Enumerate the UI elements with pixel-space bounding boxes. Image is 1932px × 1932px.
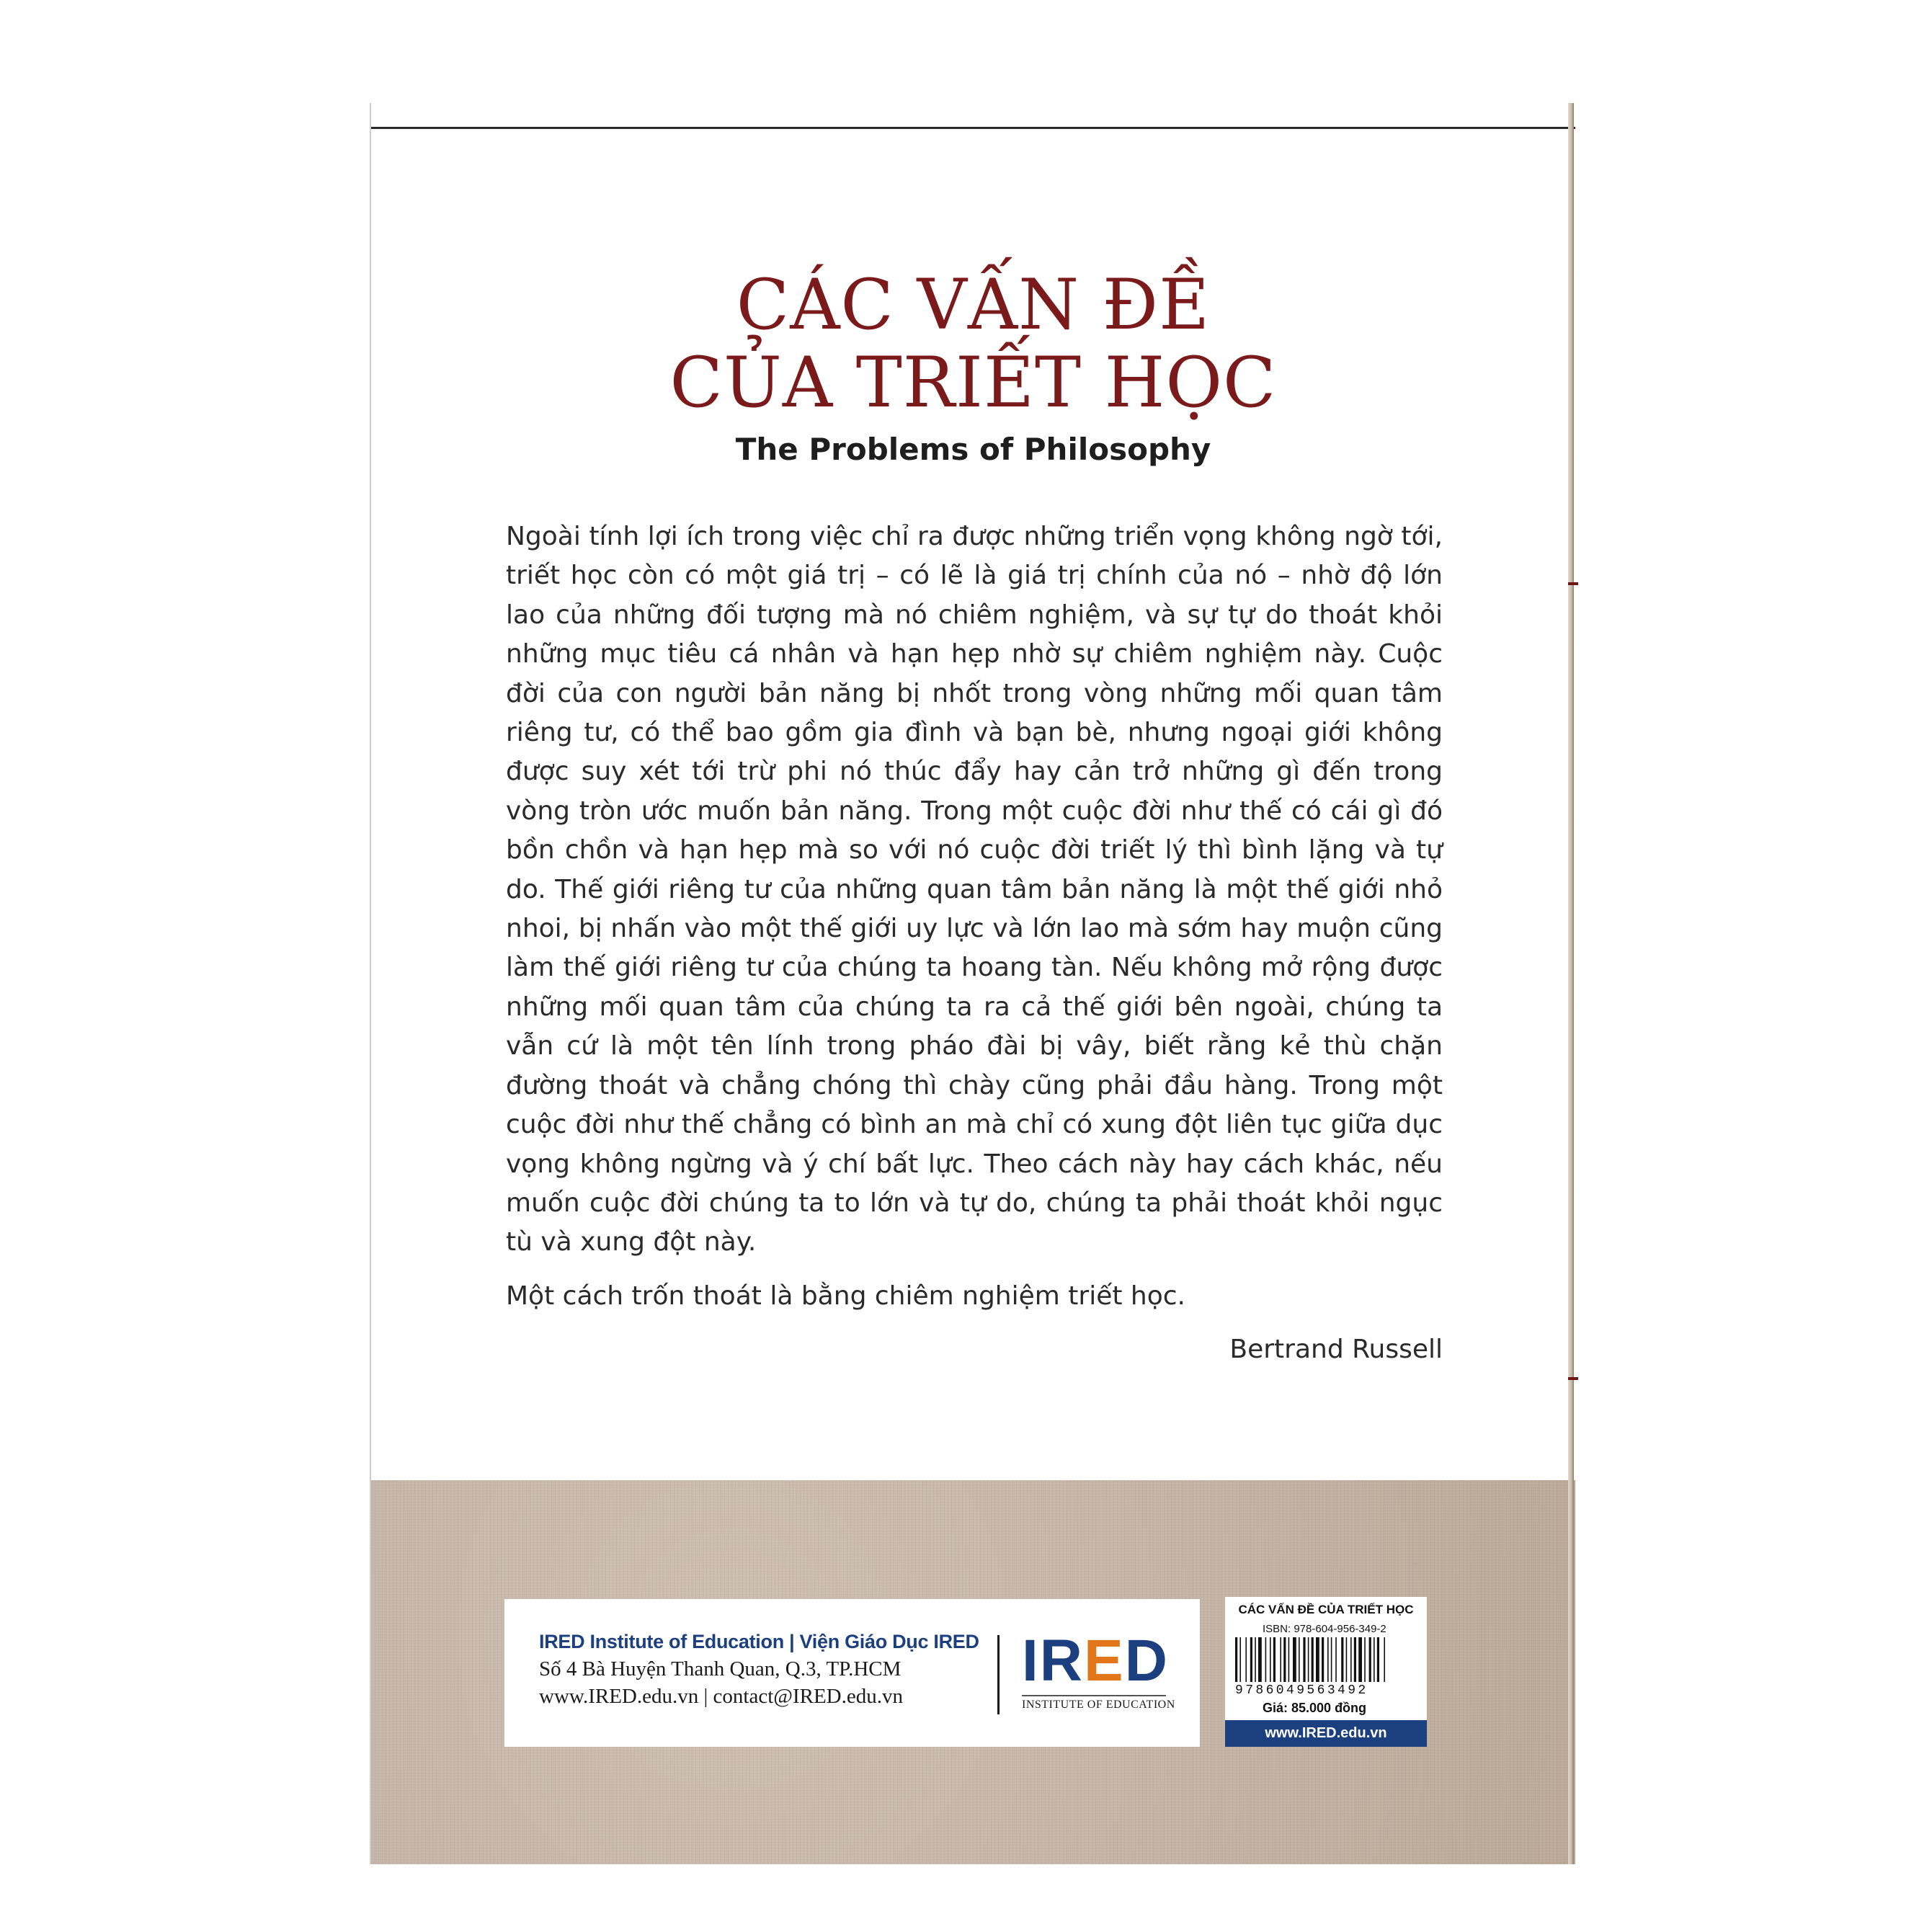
title-line-2: CỦA TRIẾT HỌC [669,342,1277,423]
logo-letter-accent: E [1084,1628,1125,1693]
ired-logo [1022,1628,1175,1712]
top-rule [371,127,1575,129]
isbn-number: ISBN: 978-604-956-349-2 [1263,1623,1386,1635]
publisher-info [539,1628,979,1710]
spine-mark [1568,1377,1578,1380]
publisher-name: IRED Institute of Education | Viện Giáo Dục IRED [539,1631,979,1652]
logo-letter: R [1039,1628,1085,1693]
spine-mark [1568,582,1578,585]
cloth-texture-band [371,1480,1575,1864]
blurb-author: Bertrand Russell [1229,1334,1443,1364]
publisher-card [504,1599,1200,1747]
title-block [371,266,1575,471]
publisher-contact: www.IRED.edu.vn | contact@IRED.edu.vn [539,1685,903,1708]
book-back-cover [370,103,1575,1864]
logo-wordmark [1022,1628,1175,1693]
subtitle: The Problems of Philosophy [735,432,1211,467]
logo-letter: I [1022,1628,1040,1693]
publisher-divider [997,1635,1000,1714]
logo-letter: D [1124,1628,1169,1693]
barcode-digits: 9786049563492 [1235,1683,1368,1698]
isbn-label [1225,1597,1427,1747]
publisher-address: Số 4 Bà Huyện Thanh Quan, Q.3, TP.HCM [539,1657,902,1681]
spine-edge [1568,103,1574,1864]
isbn-book-title: CÁC VẤN ĐỀ CỦA TRIẾT HỌC [1238,1603,1414,1616]
blurb-paragraph: Ngoài tính lợi ích trong việc chỉ ra được những triển vọng không ngờ tới, triết học còn có một giá trị – có lẽ là giá trị chính của nó – nhờ độ lớn lao của những đối tượng mà nó chiêm nghiệm, và sự tự do thoát khỏi những mục tiêu cá nhân và hạn hẹp nhờ sự chiêm nghiệm này. Cuộc đời của con người bản năng bị nhốt trong vòng những mối quan tâm riêng tư, có thể bao gồm gia đình và bạn bè, nhưng ngoại giới không được suy xét tới trừ phi nó thúc đẩy hay cản trở những gì đến trong vòng tròn ước muốn bản năng. Trong một cuộc đời như thế có cái gì đó bồn chồn và hạn hẹp mà so với nó cuộc đời triết lý thì bình lặng và tự do. Thế giới riêng tư của những quan tâm bản năng là một thế giới nhỏ nhoi, bị nhấn vào một thế giới uy lực và lớn lao mà sớm hay muộn cũng làm thế giới riêng tư của chúng ta hoang tàn. Nếu không mở rộng được những mối quan tâm của chúng ta ra cả thế giới bên ngoài, chúng ta vẫn cứ là một tên lính trong pháo đài bị vây, biết rằng kẻ thù chặn đường thoát và chẳng chóng thì chày cũng phải đầu hàng. Trong một cuộc đời như thế chẳng có bình an mà chỉ có xung đột liên tục giữa dục vọng không ngừng và ý chí bất lực. Theo cách này hay cách khác, nếu muốn cuộc đời chúng ta to lớn và tự do, chúng ta phải thoát khỏi ngục tù và xung đột này. [506,522,1443,1257]
title-line-1: CÁC VẤN ĐỀ [736,264,1211,345]
logo-tagline: INSTITUTE OF EDUCATION [1022,1699,1175,1711]
price: Giá: 85.000 đồng [1263,1701,1367,1715]
logo-rule [1022,1695,1166,1696]
blurb-final-line: Một cách trốn thoát là bằng chiêm nghiệm triết học. [506,1281,1185,1311]
blurb [506,517,1443,1369]
isbn-url-bar: www.IRED.edu.vn [1225,1720,1427,1747]
barcode-icon [1235,1637,1417,1682]
